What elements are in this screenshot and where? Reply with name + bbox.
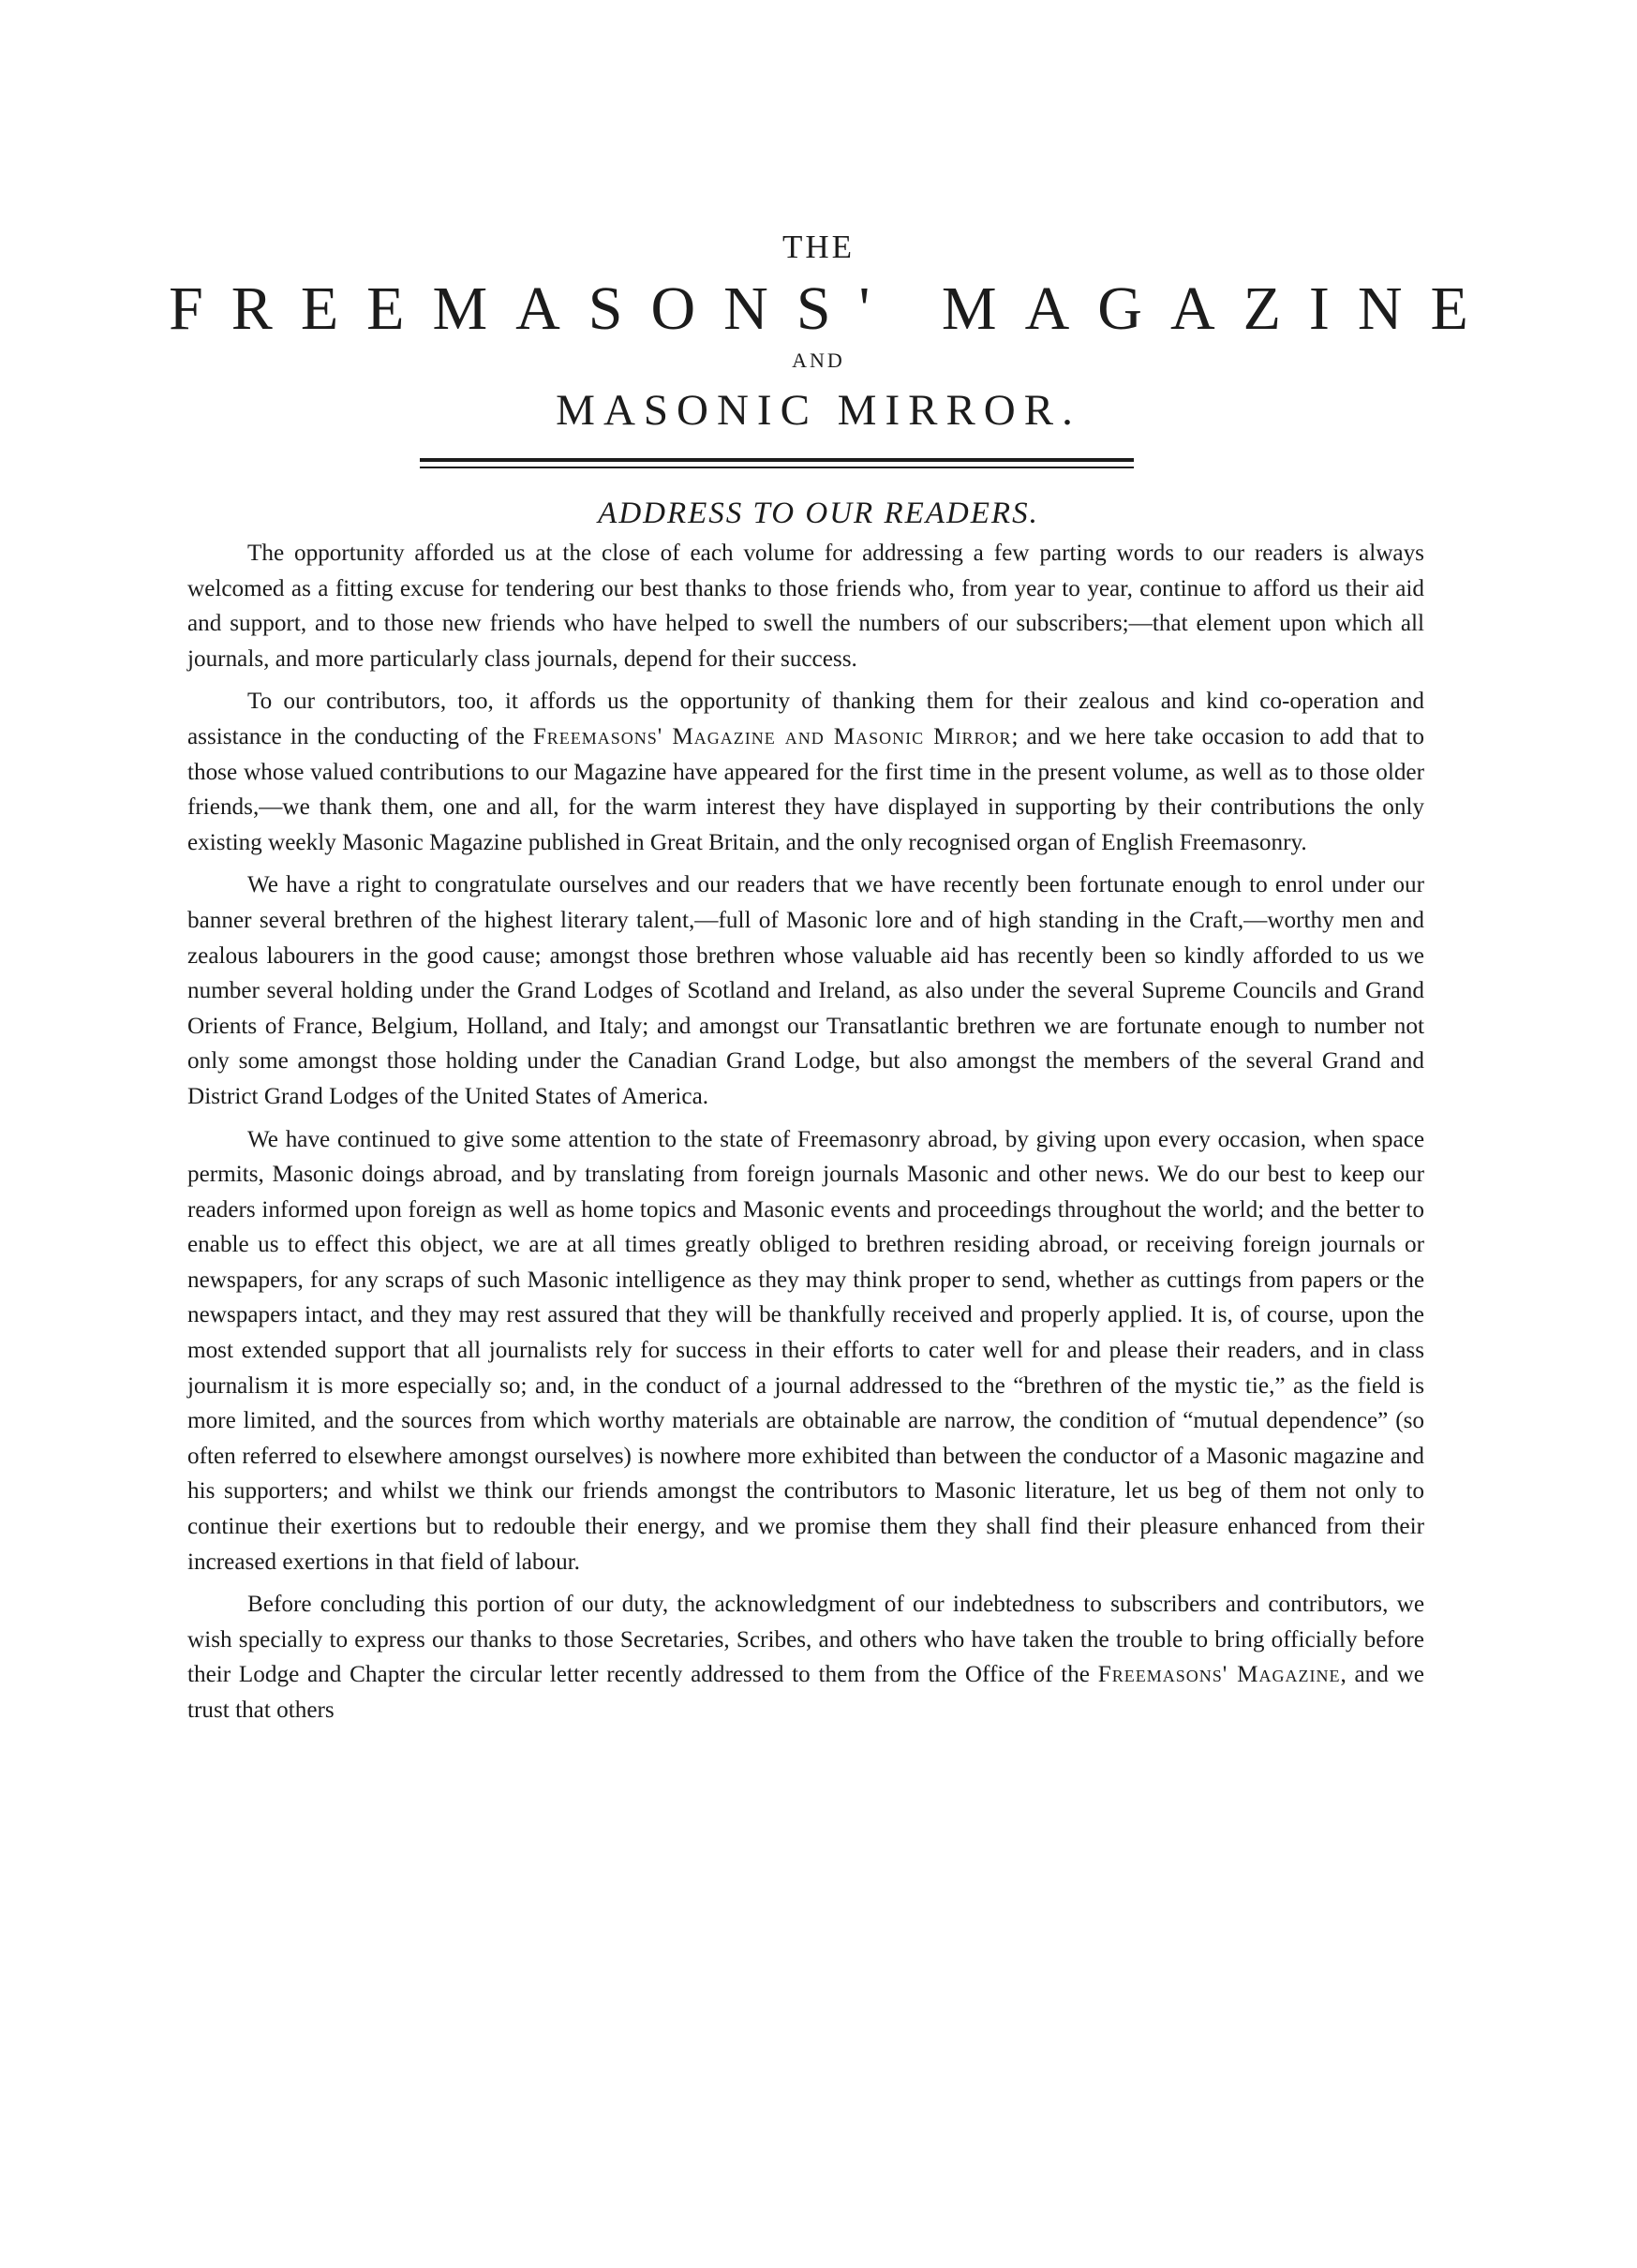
masthead-and: AND: [792, 348, 845, 372]
article-heading: ADDRESS TO OUR READERS.: [598, 497, 1039, 530]
paragraph-2-text-a: To our contributors, too, it affords us the opportunity of thanking them for their zealous and kind co-operation and assistance in the conducting of the: [187, 689, 1424, 749]
double-rule-top: [420, 458, 1134, 462]
paragraph-5: [187, 1587, 1424, 1727]
masthead-the: THE: [781, 229, 856, 265]
article-body: [187, 536, 1424, 1736]
paragraph-3: We have a right to congratulate ourselves and our readers that we have recently been fortunate enough to enrol under our banner several brethren of the highest literary talent,—full of Masonic lore and of high standing in the Craft,—worthy men and zealous labourers in the good cause; amongst those brethren whose valuable aid has recently been so kindly afforded to us we number several holding under the Grand Lodges of Scotland and Ireland, as also under the several Supreme Councils and Grand Orients of France, Belgium, Holland, and Italy; and amongst our Transatlantic brethren we are fortunate enough to number not only some amongst those holding under the Canadian Grand Lodge, but also amongst the members of the several Grand and District Grand Lodges of the United States of America.: [187, 872, 1424, 1109]
magazine-name-smallcaps-2: Freemasons' Magazine: [1097, 1662, 1341, 1688]
paragraph-2-text-c: ; and we here take occasion to add that to those whose valued contributions to our Magazine have appeared for the first time in the present volume, as well as to those older friends,—we thank them, one and all, for the warm interest they have displayed in supporting by their contributions the only existing weekly Masonic Magazine published in Great Britain, and the only recognised organ of English Freemasonry.: [187, 723, 1425, 855]
masthead-subtitle: MASONIC MIRROR.: [556, 386, 1081, 435]
masthead-title: FREEMASONS' MAGAZINE: [169, 274, 1496, 343]
magazine-name-smallcaps: Freemasons' Magazine and Masonic Mirror: [532, 723, 1012, 749]
paragraph-4: We have continued to give some attention to the state of Freemasonry abroad, by giving upon every occasion, when space permits, Masonic doings abroad, and by translating from foreign journals Masonic and other news. We do our best to keep our readers informed upon foreign as well as home topics and Masonic events and proceedings throughout the world; and the better to enable us to effect this object, we are at all times greatly obliged to brethren residing abroad, or receiving foreign journals or newspapers, for any scraps of such Masonic intelligence as they may think proper to send, whether as cuttings from papers or the newspapers intact, and they may rest assured that they will be thankfully received and properly applied. It is, of course, upon the most extended support that all journalists rely for success in their efforts to cater well for and please their readers, and in class journalism it is more especially so; and, in the conduct of a journal addressed to the “brethren of the mystic tie,” as the field is more limited, and the sources from which worthy materials are obtainable are narrow, the condition of “mutual dependence” (so often referred to elsewhere amongst ourselves) is nowhere more exhibited than between the conductor of a Masonic magazine and his supporters; and whilst we think our friends amongst the contributors to Masonic literature, let us beg of them not only to continue their exertions but to redouble their energy, and we promise them they shall find their pleasure enhanced from their increased exertions in that field of labour.: [187, 1126, 1424, 1575]
paragraph-2: [187, 684, 1424, 860]
paragraph-1: The opportunity afforded us at the close of each volume for addressing a few parting words to our readers is always welcomed as a fitting excuse for tendering our best thanks to those friends who, from year to year, continue to afford us their aid and support, and to those new friends who have helped to swell the numbers of our subscribers;—that element upon which all journals, and more particularly class journals, depend for their success.: [187, 541, 1424, 672]
double-rule-bottom: [420, 467, 1134, 468]
paragraph-5-text-a: Before concluding this portion of our duty, the acknowledgment of our indebtedness to subscribers and contributors, we wish specially to express our thanks to those Secretaries, Scribes, and others who have taken the trouble to bring officially before their Lodge and Chapter the circular letter recently addressed to them from the Office of the: [187, 1592, 1424, 1688]
paragraph-5-text-c: , and we trust that others: [187, 1662, 1424, 1723]
